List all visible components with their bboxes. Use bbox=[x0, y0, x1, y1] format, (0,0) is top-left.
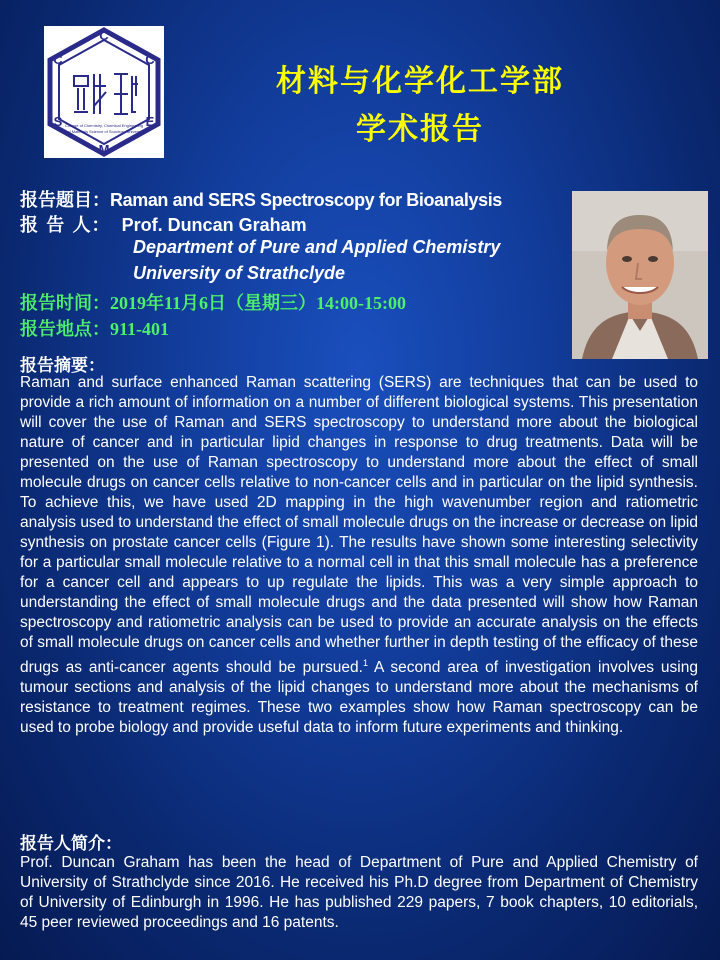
speaker-row bbox=[20, 211, 307, 237]
logo-letter-lower-left: S bbox=[53, 114, 63, 129]
abstract-heading: 报告摘要： bbox=[20, 356, 105, 376]
logo-letter-upper-right: C bbox=[145, 52, 155, 67]
place-row bbox=[20, 315, 169, 341]
time-label: 报告时间： bbox=[20, 293, 110, 314]
event-title: 学术报告 bbox=[356, 112, 484, 147]
place-label: 报告地点： bbox=[20, 319, 110, 340]
report-title-row bbox=[20, 186, 502, 212]
speaker-name: Prof. Duncan Graham bbox=[121, 215, 307, 235]
abstract-text: Raman and surface enhanced Raman scattering (SERS) are techniques that can be used to provide a rich amount of information on a number of different biological systems. This presentation will cover the use of Raman and SERS spectroscopy to understand more about the biological nature of cancer and in particular lipid changes in response to drug treatments. Data will be presented on the use of Raman spectroscopy to understand more about the effect of small molecule drugs on cancer cells relative to non-cancer cells and in particular on the lipid synthesis. To achieve this, we have used 2D mapping in the high wavenumber region and ratiometric analysis used to understand the effect of small molecule drugs on the increase or decrease on lipid synthesis on prostate cancer cells (Figure 1). The results have shown some interesting selectivity for a particular small molecule relative to a normal cell in that this small molecule has a preference for a cancer cell and appears to up regulate the lipids. This was a very simple approach to understanding the effect of small molecule drugs and the data presented will show how Raman spectroscopy and ratiometric analysis can be used to provide an accurate analysis on the effects of small molecule drugs on cancer cells and whether further in depth testing of the efficacy of these drugs as anti-cancer agents should be pursued. bbox=[20, 374, 698, 677]
bio-heading: 报告人简介： bbox=[20, 834, 122, 854]
time-row bbox=[20, 289, 406, 315]
college-logo bbox=[44, 26, 164, 158]
svg-text:and Materials Science of Sooch: and Materials Science of Soochow University bbox=[63, 129, 145, 134]
report-title-label: 报告题目： bbox=[20, 190, 110, 211]
speaker-label: 报 告 人： bbox=[20, 215, 111, 236]
speaker-university: University of Strathclyde bbox=[133, 263, 346, 283]
report-place: 911-401 bbox=[110, 319, 170, 339]
speaker-photo bbox=[572, 191, 708, 359]
report-title: Raman and SERS Spectroscopy for Bioanalysis bbox=[110, 190, 502, 210]
logo-letter-lower-right: E bbox=[145, 114, 155, 129]
svg-text:College of Chemistry, Chemical: College of Chemistry, Chemical Engineering bbox=[64, 123, 144, 128]
bio-body: Prof. Duncan Graham has been the head of Department of Pure and Applied Chemistry of University of Strathclyde since 2016. He received his Ph.D degree from Department of Chemistry of University of Edinburgh in 1996. He has published 229 papers, 7 book chapters, 10 editorials, 45 peer reviewed proceedings and 16 patents. bbox=[20, 854, 698, 931]
report-time: 2019年11月6日（星期三）14:00-15:00 bbox=[110, 293, 406, 313]
logo-letter-top: C bbox=[99, 28, 109, 43]
logo-letter-bottom: M bbox=[98, 142, 110, 157]
logo-letter-upper-left: C bbox=[53, 52, 63, 67]
abstract-body bbox=[20, 373, 698, 813]
abstract-text-2: A second area of investigation involves using tumour sections and analysis of the lipid changes to understand more about the mechanisms of resistance to treatment regimes. These two examples show how Raman spectroscopy can be used to probe biology and provide useful data to inform future experiments and thinking. bbox=[20, 659, 698, 737]
school-title: 材料与化学化工学部 bbox=[276, 64, 564, 99]
abstract-footnote: 1 bbox=[362, 658, 368, 668]
speaker-department: Department of Pure and Applied Chemistry bbox=[133, 237, 501, 257]
